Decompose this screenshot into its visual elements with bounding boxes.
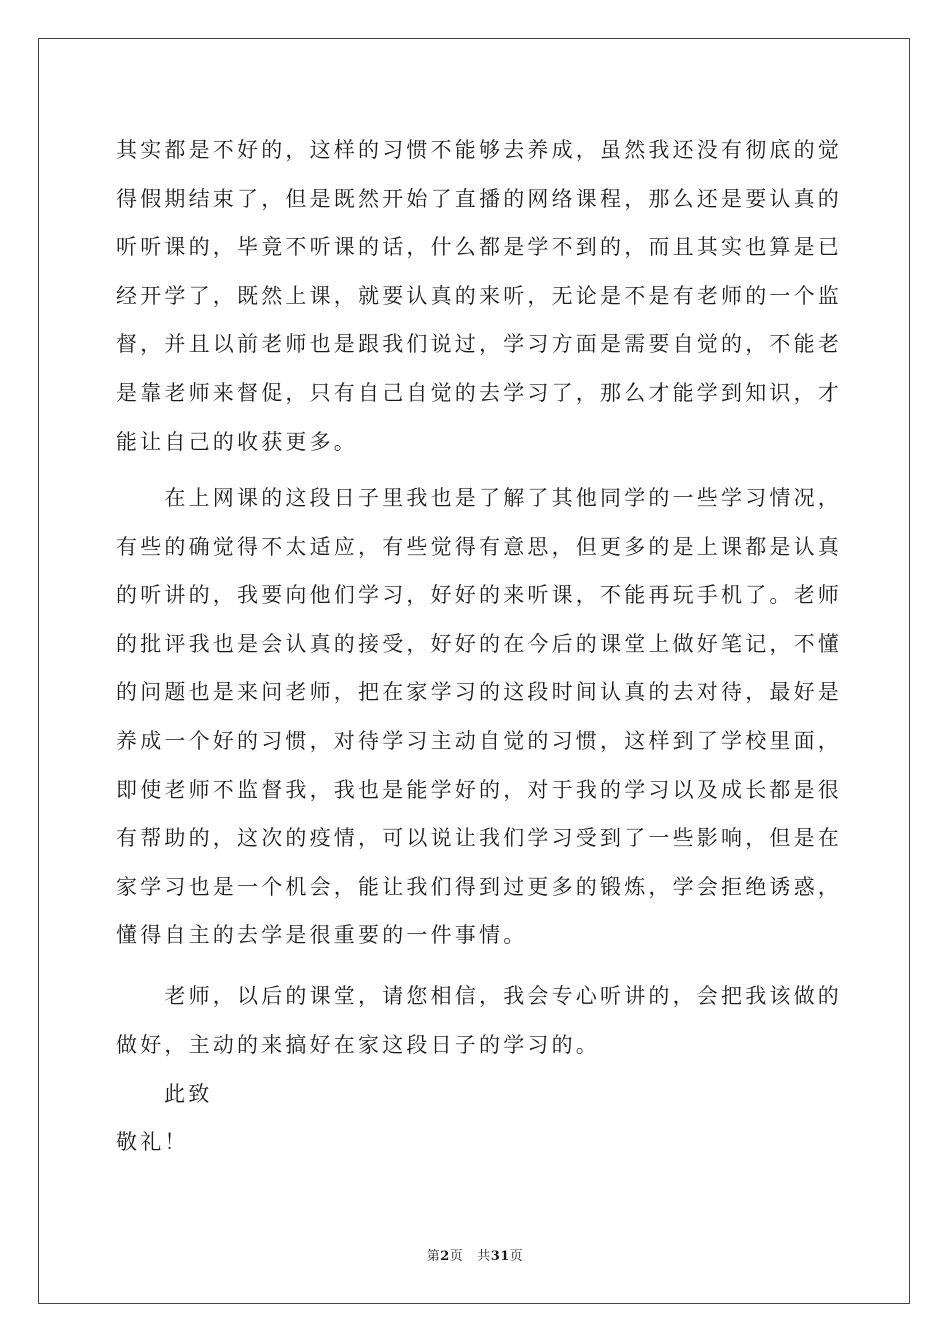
total-suffix: 页 bbox=[509, 1249, 524, 1264]
text-line: 听听课的，毕竟不听课的话，什么都是学不到的，而且其实也算是已 bbox=[116, 235, 842, 260]
page-footer bbox=[0, 1245, 950, 1264]
text-line: 是靠老师来督促，只有自己自觉的去学习了，那么才能学到知识，才 bbox=[116, 380, 842, 405]
closing-salutation: 此致 bbox=[164, 1082, 213, 1106]
text-line: 有些的确觉得不太适应，有些觉得有意思，但更多的是上课都是认真 bbox=[116, 534, 842, 559]
text-line: 家学习也是一个机会，能让我们得到过更多的锻炼，学会拒绝诱惑， bbox=[116, 874, 842, 899]
page-number: 2 bbox=[440, 1249, 450, 1264]
page-suffix: 页 bbox=[449, 1249, 464, 1264]
text-line: 做好，主动的来搞好在家这段日子的学习的。 bbox=[116, 1032, 600, 1057]
text-line: 养成一个好的习惯，对待学习主动自觉的习惯，这样到了学校里面， bbox=[116, 728, 842, 753]
text-line: 的听讲的，我要向他们学习，好好的来听课，不能再玩手机了。老师 bbox=[116, 583, 842, 608]
text-line: 即使老师不监督我，我也是能学好的，对于我的学习以及成长都是很 bbox=[116, 777, 842, 802]
text-line: 能让自己的收获更多。 bbox=[116, 429, 358, 454]
paragraph-2 bbox=[116, 474, 842, 960]
text-line: 的批评我也是会认真的接受，好好的在今后的课堂上做好笔记，不懂 bbox=[116, 631, 842, 656]
text-line: 有帮助的，这次的疫情，可以说让我们学习受到了一些影响，但是在 bbox=[116, 826, 842, 851]
total-prefix: 共 bbox=[477, 1249, 491, 1264]
text-line: 其实都是不好的，这样的习惯不能够去养成，虽然我还没有彻底的觉 bbox=[116, 138, 842, 162]
text-line: 老师，以后的课堂，请您相信，我会专心听讲的，会把我该做的 bbox=[116, 984, 842, 1008]
text-line: 督，并且以前老师也是跟我们说过，学习方面是需要自觉的，不能老 bbox=[116, 332, 842, 357]
text-line: 在上网课的这段日子里我也是了解了其他同学的一些学习情况， bbox=[116, 486, 842, 510]
text-line: 得假期结束了，但是既然开始了直播的网络课程，那么还是要认真的 bbox=[116, 186, 842, 211]
page-prefix: 第 bbox=[426, 1249, 441, 1264]
text-line: 的问题也是来问老师，把在家学习的这段时间认真的去对待，最好是 bbox=[116, 680, 842, 705]
text-line: 懂得自主的去学是很重要的一件事情。 bbox=[116, 923, 528, 948]
paragraph-1 bbox=[116, 126, 842, 466]
total-pages: 31 bbox=[490, 1249, 510, 1264]
closing-respect: 敬礼！ bbox=[116, 1130, 189, 1154]
paragraph-3 bbox=[116, 972, 842, 1069]
text-line: 经开学了，既然上课，就要认真的来听，无论是不是有老师的一个监 bbox=[116, 283, 842, 308]
